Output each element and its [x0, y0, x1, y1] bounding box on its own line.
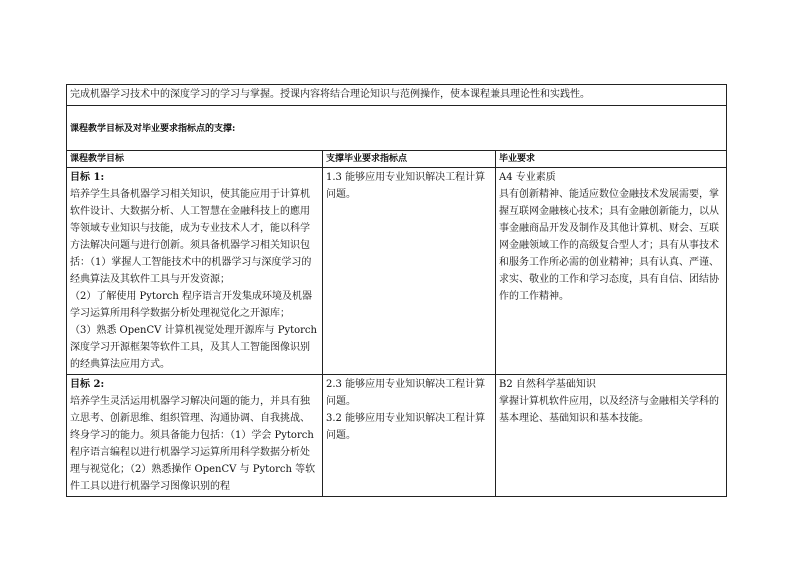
indicator-text: 3.2 能够应用专业知识解决工程计算问题。: [326, 413, 486, 441]
goal-paragraph: （2）了解使用 Pytorch 程序语言开发集成环境及机器学习运算所用科学数据分析处理视觉化之开源库；: [70, 291, 312, 319]
header-objectives: 课程教学目标: [67, 151, 323, 168]
goal-paragraph: （3）熟悉 OpenCV 计算机视觉处理开源库与 Pytorch 深度学习开源框架等软件工具，及其人工智能图像识别的经典算法应用方式。: [70, 325, 317, 370]
requirement-text: 具有创新精神、能适应数位金融技术发展需要，掌握互联网金融核心技术；具有金融创新能力，以从事金融商品开发及制作及其他计算机、财会、互联网金融领域工作的高级复合型人才；具有从事技术和服务工作所必需的创业精神；具有认真、严谨、求实、敬业的工作和学习态度，具有自信、团结协作的工作精神。: [499, 189, 719, 302]
indicator-text: 1.3 能够应用专业知识解决工程计算问题。: [326, 172, 486, 200]
table-row: [67, 375, 727, 497]
table-header-row: [67, 151, 727, 168]
requirement-cell: [496, 375, 727, 497]
header-requirements: 毕业要求: [496, 151, 727, 168]
requirement-title: B2 自然科学基础知识: [499, 379, 596, 390]
goal-cell: [67, 168, 323, 375]
table-row: [67, 168, 727, 375]
requirement-text: 掌握计算机软件应用，以及经济与金融相关学科的基本理论、基础知识和基本技能。: [499, 396, 719, 424]
requirement-title: A4 专业素质: [499, 172, 556, 183]
goal-title: 目标 1:: [70, 172, 105, 183]
intro-text: 完成机器学习技术中的深度学习的学习与掌握。授课内容将结合理论知识与范例操作，使本课程兼具理论性和实践性。: [67, 85, 727, 106]
header-indicators: 支撑毕业要求指标点: [323, 151, 496, 168]
goal-title: 目标 2:: [70, 379, 105, 390]
course-objectives-table: [66, 84, 727, 497]
goal-paragraph: 培养学生具备机器学习相关知识，使其能应用于计算机软件设计、大数据分析、人工智慧在金融科技上的應用等领域专业知识与技能，成为专业技术人才，能以科学方法解决问题与进行创新。须具备机器学习相关知识包括：（1）掌握人工智能技术中的机器学习与深度学习的经典算法及其软件工具与开发资源；: [70, 189, 312, 285]
goal-cell: [67, 375, 323, 497]
indicator-cell: [323, 375, 496, 497]
requirement-cell: [496, 168, 727, 375]
goal-paragraph: 培养学生灵活运用机器学习解决问题的能力，并具有独立思考、创新思维、组织管理、沟通协调、自我挑战、终身学习的能力。须具备能力包括：（1）学会 Pytorch 程序语言编程以进行机器学习运算所用科学数据分析处理与视觉化；（2）熟悉操作 OpenCV 与 Pytorch 等软件工具以进行机器学习图像识别的程: [70, 396, 316, 492]
section-heading-cell: [67, 106, 727, 151]
indicator-text: 2.3 能够应用专业知识解决工程计算问题。: [326, 379, 486, 407]
section-heading: 课程教学目标及对毕业要求指标点的支撑:: [70, 124, 236, 134]
indicator-cell: [323, 168, 496, 375]
